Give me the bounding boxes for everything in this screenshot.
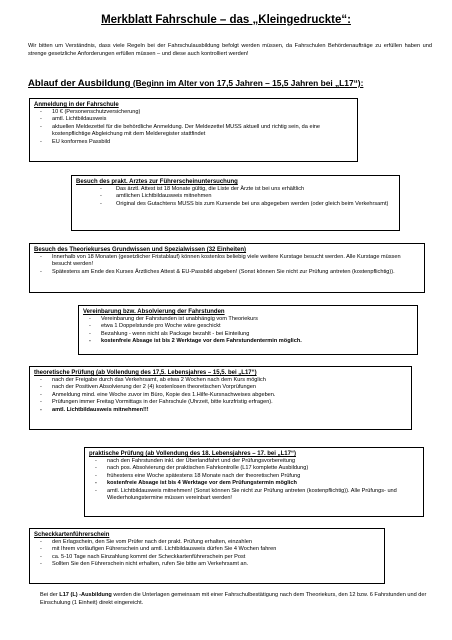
box-title: Scheckkartenführerschein [34, 532, 110, 538]
list-item: - Spätestens am Ende des Kurses Ärztliches Attest & EU-Passbild abgeben! (Sonst können Sie nicht zur Prüfung antreten (kostenpflichtig)). [34, 269, 420, 276]
list-item: - nach den Fahrstunden inkl. der Überlandfahrt und der Prüfungsvorbereitung [89, 458, 419, 465]
intro-paragraph: Wir bitten um Verständnis, dass viele Regeln bei der Fahrschulausbildung befolgt werden müssen, da Fahrschulen Behördenaufträge zu erfüllen haben und strenge gesetzliche Anforderungen erfüllen müssen – und diese auch kontrolliert werden! [28, 43, 432, 58]
list-item: - 10 € (Personenschutzversicherung) [34, 109, 353, 116]
list-item: - Das ärztl. Attest ist 18 Monate gültig, die Liste der Ärzte ist bei uns erhältlich [76, 186, 395, 193]
box-anmeldung [29, 98, 358, 162]
box-title: praktische Prüfung (ab Vollendung des 18. Lebensjahres – 17. bei „L17“) [89, 451, 296, 457]
list-item: - kostenfreie Absage ist bis 2 Werktage vor dem Fahrstundentermin möglich. [83, 338, 413, 345]
item-list [76, 186, 395, 208]
list-item: - amtl. Lichtbildausweis mitnehmen! (Sonst können Sie nicht zur Prüfung antreten (kostenpflichtig)). Alle Prüfungs- und Wiederholungstermine müssen vereinbart werden! [89, 488, 419, 503]
section-heading-main: Ablauf der Ausbildung [28, 78, 131, 89]
footer-prefix: Bei der [40, 592, 60, 598]
box-title: theoretische Prüfung (ab Vollendung des 17,5. Lebensjahres – 15,5. bei „L17“) [34, 370, 257, 376]
list-item: - Vereinbarung der Fahrstunden ist unabhängig vom Theoriekurs [83, 316, 413, 323]
item-list [83, 316, 413, 346]
list-item: - Prüfungen immer Freitag Vormittags in der Fahrschule (Uhrzeit, bitte kurzfristig erfragen). [34, 399, 407, 406]
section-heading-sub: (Beginn im Alter von 17,5 Jahren – 15,5 Jahren bei „L17“): [130, 78, 364, 88]
box-title: Vereinbarung bzw. Absolvierung der Fahrstunden [83, 309, 225, 315]
item-list [34, 254, 420, 276]
footer-bold: L17 (L) -Ausbildung [59, 592, 112, 598]
list-item: - ca. 5-10 Tage nach Einzahlung kommt der Scheckkartenführerschein per Post [34, 554, 380, 561]
box-scheckkarte [29, 528, 385, 584]
section-heading [28, 78, 432, 89]
list-item: - Anmeldung mind. eine Woche zuvor im Büro, Kopie des 1.Hilfe-Kursnachweises abgeben. [34, 392, 407, 399]
list-item: - etwa 1 Doppelstunde pro Woche wäre geschickt [83, 323, 413, 330]
list-item: - EU konformes Passbild [34, 139, 353, 146]
list-item: - nach der Freigabe durch das Verkehrsamt, ab etwa 2 Wochen nach dem Kurs möglich [34, 377, 407, 384]
document-title: Merkblatt Fahrschule – das „Kleingedruckte“: [101, 14, 351, 26]
item-list [34, 377, 407, 414]
list-item: - kostenfreie Absage ist bis 4 Werktage vor dem Prüfungstermin möglich [89, 480, 419, 487]
list-item: - mit Ihrem vorläufigen Führerschein und amtl. Lichtbildausweis dürfen Sie 4 Wochen fahren [34, 546, 380, 553]
list-item: - den Erlagschein, den Sie vom Prüfer nach der prakt. Prüfung erhalten, einzahlen [34, 539, 380, 546]
item-list [34, 539, 380, 569]
list-item: - amtl. Lichtbildausweis [34, 116, 353, 123]
list-item: - Innerhalb von 18 Monaten (gesetzlicher Fristablauf) können kostenlos beliebig viele weitere Kurstage besucht werden. Alle Kurstage müssen besucht werden! [34, 254, 420, 269]
box-title: Anmeldung in der Fahrschule [34, 102, 119, 108]
box-praktischepruefung [84, 447, 424, 517]
box-theoriepruefung [29, 366, 412, 430]
list-item: - aktuellen Meldezettel für die behördliche Anmeldung. Der Meldezettel MUSS aktuell und richtig sein, da eine kostenpflichtige Abgleichung mit dem Melderegister stattfindet [34, 124, 353, 139]
list-item: - amtlichen Lichtbildausweis mitnehmen [76, 193, 395, 200]
list-item: - Sollten Sie den Führerschein nicht erhalten, rufen Sie bitte am Verkehrsamt an. [34, 561, 380, 568]
item-list [34, 109, 353, 146]
item-list [89, 458, 419, 502]
box-theoriekurs [29, 243, 425, 293]
list-item: - Original des Gutachtens MUSS bis zum Kursende bei uns abgegeben werden (oder gleich beim Verkehrsamt) [76, 201, 395, 208]
list-item: - nach pos. Absolvierung der praktischen Fahrkontrolle (L17 komplette Ausbildung) [89, 465, 419, 472]
box-fahrstunden [78, 305, 418, 355]
footer-note [40, 591, 432, 607]
list-item: - Bezahlung - wenn nicht als Package bezahlt - bei Einteilung [83, 331, 413, 338]
box-arzt [71, 175, 400, 231]
list-item: - amtl. Lichtbildausweis mitnehmen!!! [34, 407, 407, 414]
list-item: - nach der Positiven Absolvierung der 2 (4) kostenlosen theoretischen Vorprüfungen [34, 384, 407, 391]
footer-rest: werden die Unterlagen gemeinsam mit einer Fahrschulbestätigung nach dem Theoriekurs, den 12 bzw. 6 Fahrstunden und der Einschulung (1 Einheit) direkt eingereicht. [40, 592, 427, 606]
list-item: - frühestens eine Woche spätestens 18 Monate nach der theoretischen Prüfung [89, 473, 419, 480]
box-title: Besuch des prakt. Arztes zur Führerscheinuntersuchung [76, 179, 238, 185]
box-title: Besuch des Theoriekurses Grundwissen und Spezialwissen (32 Einheiten) [34, 247, 247, 253]
